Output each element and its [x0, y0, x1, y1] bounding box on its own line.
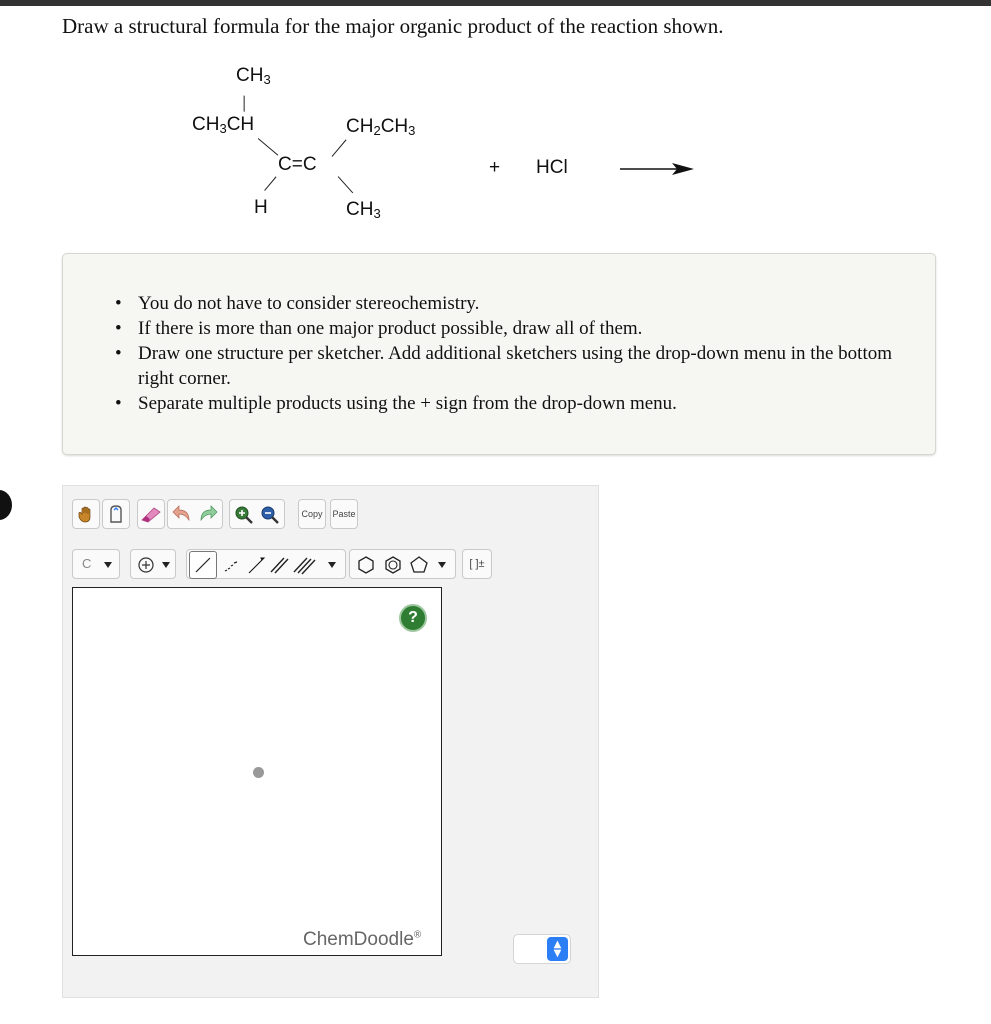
redo-icon[interactable]	[197, 504, 219, 524]
top-methyl: $CH_3$	[236, 65, 271, 87]
instruction-item: • If there is more than one major product possible, draw all of them.	[115, 316, 915, 341]
hand-icon	[77, 505, 95, 523]
reaction-arrow	[620, 162, 696, 176]
chevron-down-icon[interactable]	[327, 561, 337, 569]
sketcher-select[interactable]	[513, 934, 571, 964]
paste-button[interactable]	[330, 499, 358, 529]
chevron-down-icon	[103, 561, 113, 569]
bond	[338, 176, 354, 193]
triple-bond-icon[interactable]	[290, 552, 320, 578]
alkene: C=C	[278, 154, 317, 175]
reaction-scheme	[0, 0, 991, 240]
charge-plus-icon	[137, 556, 155, 574]
element-label: C	[82, 556, 92, 571]
lasso-icon	[107, 504, 125, 524]
paste-label: Paste	[332, 508, 356, 519]
bond	[258, 138, 279, 156]
instructions-box	[62, 253, 936, 455]
erase-tool-button[interactable]	[137, 499, 165, 529]
hand-tool-button[interactable]	[72, 499, 100, 529]
question-text: Draw a structural formula for the major organic product of the reaction shown.	[62, 14, 724, 38]
brand-mark: ®	[413, 929, 422, 941]
hydrogen: H	[254, 197, 268, 218]
cyclopentane-icon[interactable]	[409, 555, 429, 575]
bracket-label: [ ]±	[469, 558, 485, 570]
undo-icon[interactable]	[171, 504, 193, 524]
help-button[interactable]: ?	[399, 604, 427, 632]
benzene-icon[interactable]	[383, 555, 403, 575]
plus-sign: +	[489, 157, 501, 178]
copy-button[interactable]	[298, 499, 326, 529]
lasso-tool-button[interactable]	[102, 499, 130, 529]
bond	[331, 139, 346, 157]
copy-label: Copy	[301, 508, 323, 519]
eraser-icon	[140, 505, 162, 523]
charge-selector[interactable]	[130, 549, 176, 579]
right-group: $CH_2CH_3$	[346, 116, 416, 138]
zoom-out-icon[interactable]	[260, 505, 280, 525]
chemdoodle-brand	[303, 929, 421, 951]
bond	[243, 96, 244, 112]
lower-methyl: $CH_3$	[346, 199, 381, 221]
instruction-item: • Draw one structure per sketcher. Add additional sketchers using the drop-down menu in the bottom right corner.	[115, 341, 915, 391]
brand-name: ChemDoodle	[303, 929, 414, 950]
bond-tools-group	[186, 549, 346, 579]
bond	[264, 176, 277, 191]
reagent: HCl	[536, 157, 568, 178]
recessed-bond-icon[interactable]	[218, 552, 244, 578]
edge-marker	[0, 490, 12, 520]
zoom-in-icon[interactable]	[234, 505, 254, 525]
zoom-group	[229, 499, 285, 529]
instruction-item: • Separate multiple products using the + sign from the drop-down menu.	[115, 391, 915, 416]
single-bond-button[interactable]	[189, 551, 217, 579]
element-selector[interactable]	[72, 549, 120, 579]
canvas-dot	[253, 767, 264, 778]
instructions-list	[115, 291, 915, 416]
ring-tools-group	[349, 549, 456, 579]
single-bond-icon	[190, 552, 216, 578]
left-group: $CH_3CH$	[192, 114, 255, 136]
bracket-button[interactable]	[462, 549, 492, 579]
chevron-down-icon	[161, 561, 171, 569]
cyclohexane-icon[interactable]	[356, 555, 376, 575]
instruction-item: • You do not have to consider stereochemistry.	[115, 291, 915, 316]
undo-redo-group	[167, 499, 223, 529]
select-arrows-icon: ▲ ▼	[547, 937, 568, 961]
chevron-down-icon[interactable]	[437, 561, 447, 569]
